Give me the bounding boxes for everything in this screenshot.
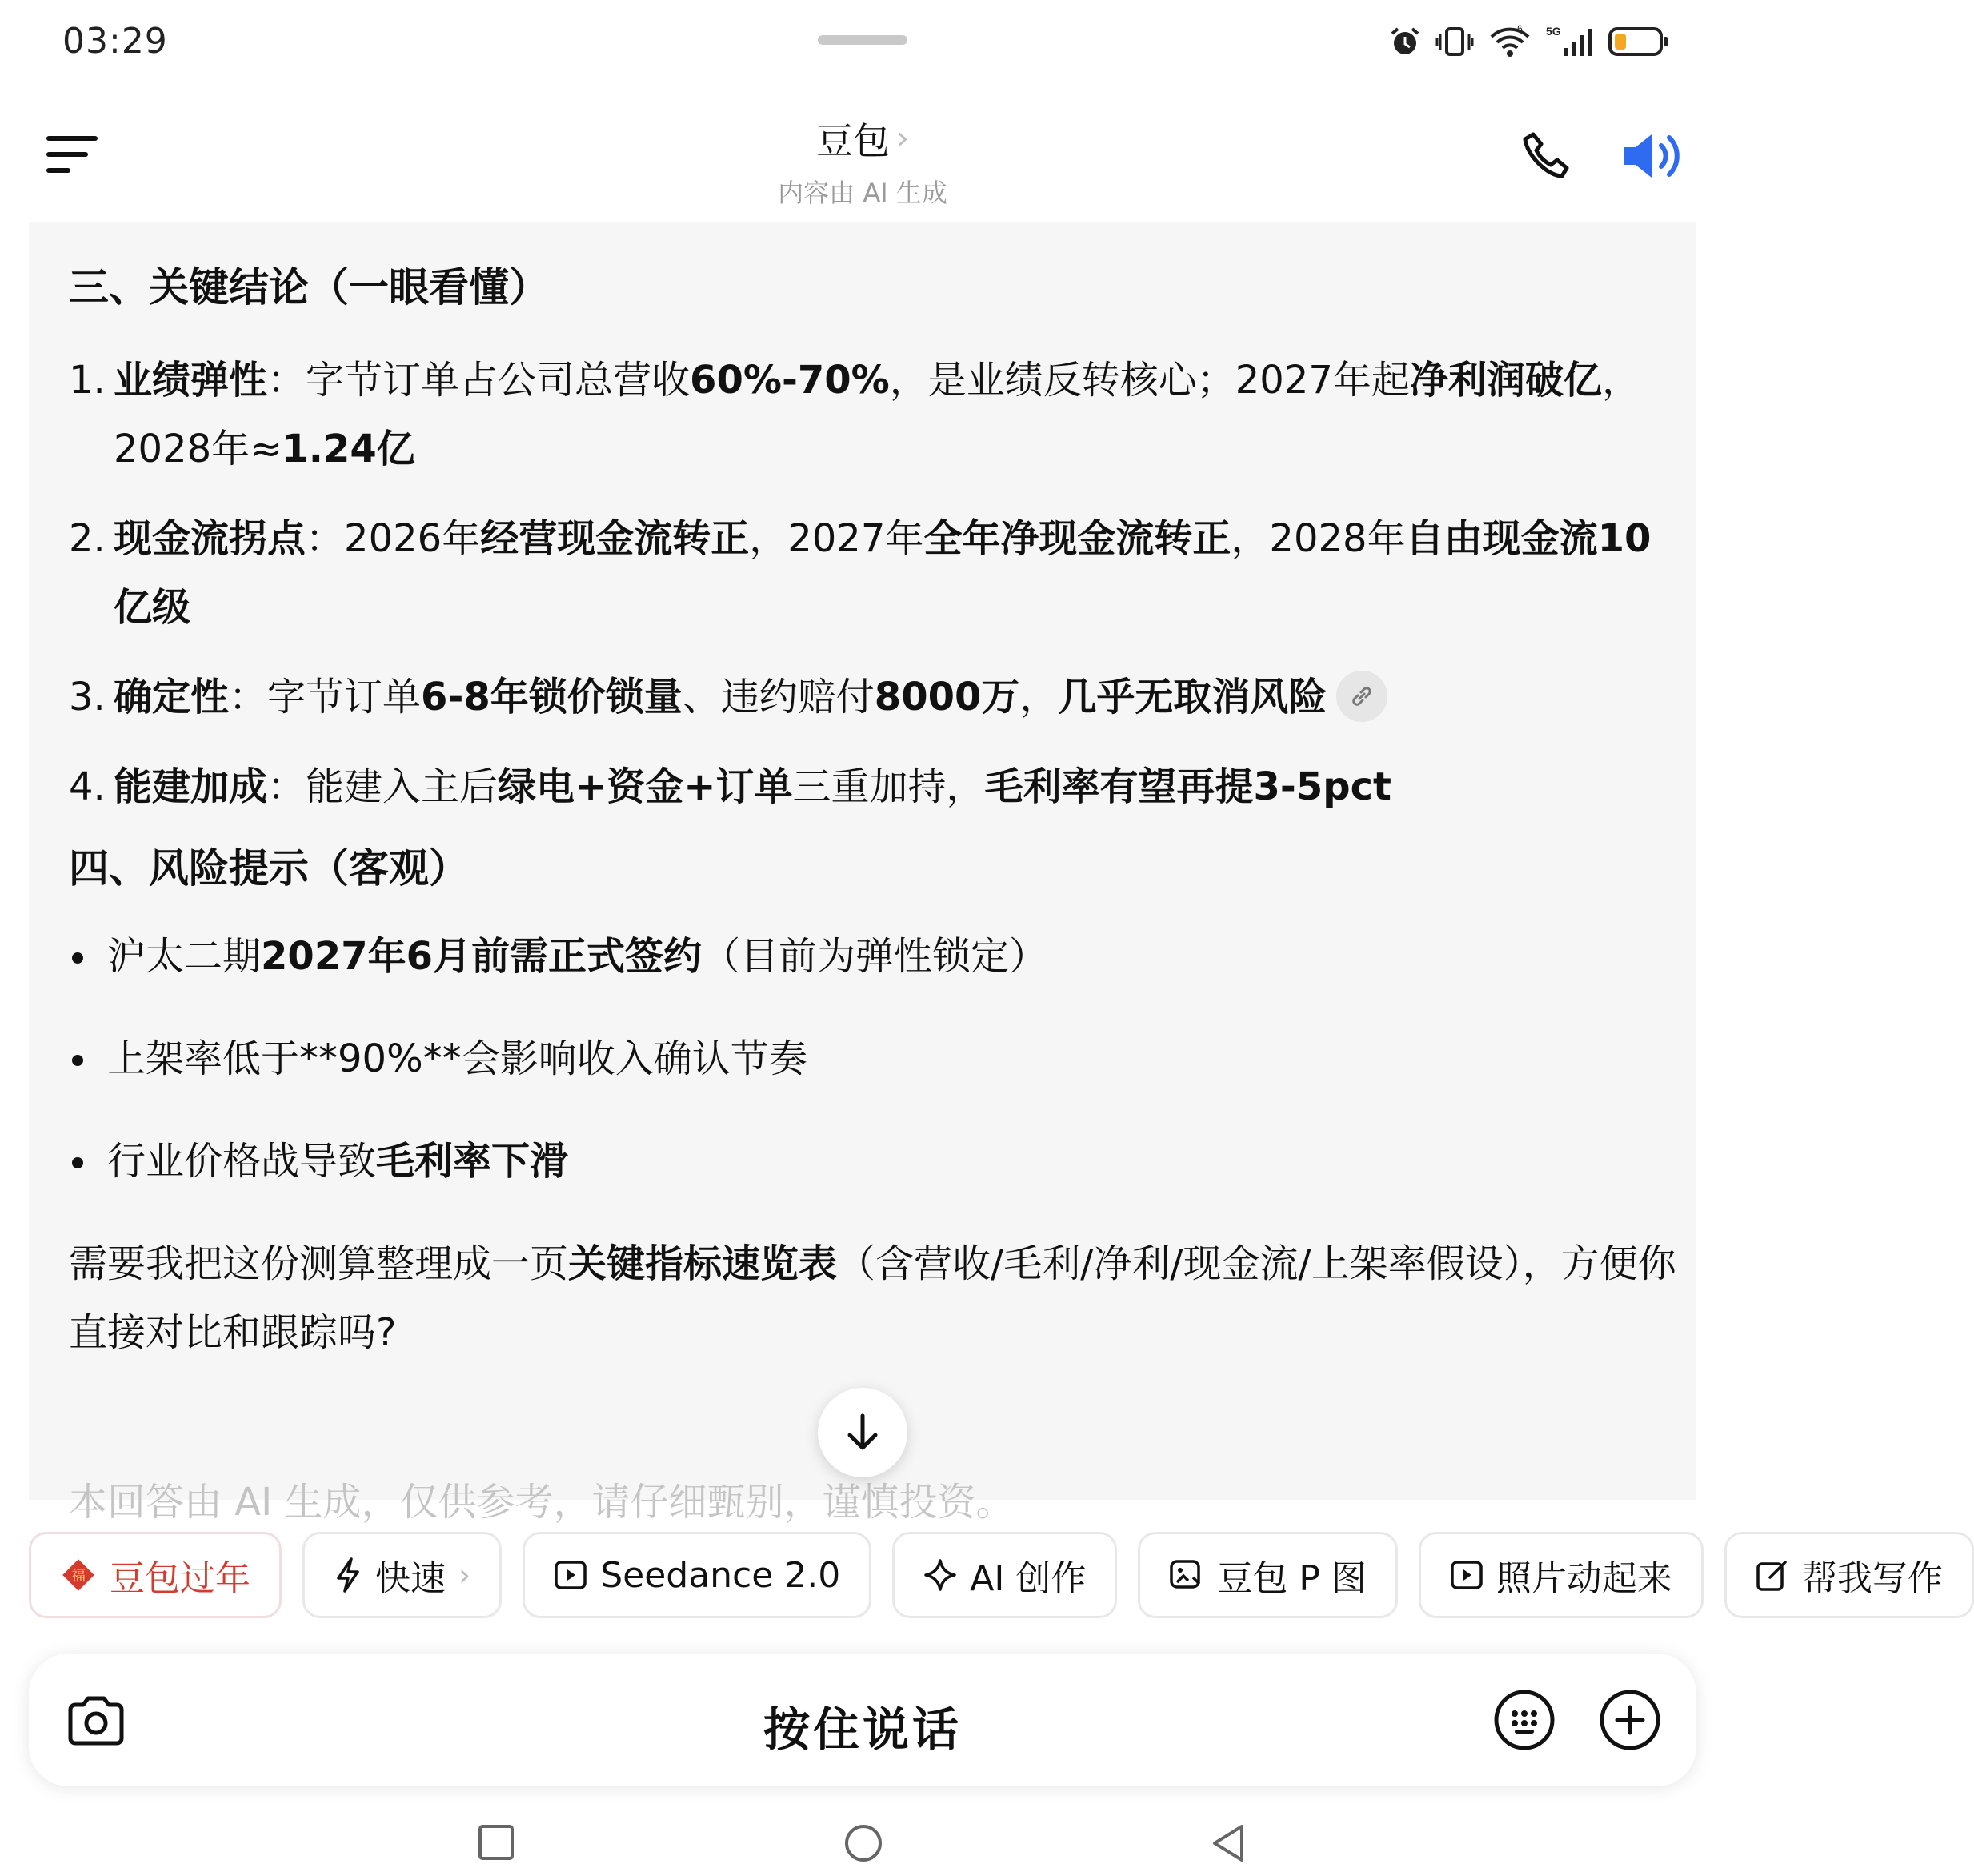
chip-seedance[interactable] <box>523 1532 871 1618</box>
phone-icon <box>1519 128 1575 184</box>
chevron-right-icon: › <box>896 120 909 157</box>
item-label: 能建加成 <box>114 764 268 809</box>
chip-writing[interactable] <box>1724 1532 1974 1618</box>
input-bar <box>29 1654 1696 1786</box>
chip-label: 豆包 P 图 <box>1217 1558 1367 1599</box>
item-text: 三重加持， <box>792 764 985 809</box>
status-icons <box>1389 24 1669 59</box>
item-bold: 绿电+资金+订单 <box>498 764 793 809</box>
list-item <box>69 752 1685 821</box>
title-block[interactable] <box>0 112 1725 210</box>
closing-paragraph <box>69 1229 1685 1367</box>
item-bold: 毛利率有望再提3-5pct <box>984 764 1391 809</box>
list-item <box>69 346 1685 483</box>
circle-icon <box>843 1823 883 1863</box>
image-edit-icon <box>1169 1558 1204 1592</box>
item-sep: ： <box>306 516 345 561</box>
vibrate-icon <box>1435 26 1474 58</box>
item-text: 沪太二期 <box>107 934 262 979</box>
section-heading: 四、风险提示（客观） <box>69 845 469 892</box>
item-bold: 全年净现金流转正 <box>923 516 1231 561</box>
svg-text:6: 6 <box>1517 23 1523 34</box>
item-text: （目前为弹性锁定） <box>702 934 1048 979</box>
item-text: 字节订单占公司总营收 <box>306 358 691 403</box>
chevron-right-icon: › <box>458 1557 471 1593</box>
battery-icon <box>1608 26 1669 58</box>
item-text: 能建入主后 <box>306 764 499 809</box>
clock: 03:29 <box>62 21 168 62</box>
item-text: ，2027年 <box>749 516 924 561</box>
item-bold: 几乎无取消风险 <box>1058 675 1327 720</box>
item-bold: 60%-70% <box>690 358 890 403</box>
message-card <box>29 222 1696 1525</box>
list-number: 2. <box>69 516 106 561</box>
chip-label: AI 创作 <box>970 1558 1087 1599</box>
chip-fast[interactable] <box>302 1532 502 1618</box>
item-bold: 8000万 <box>874 675 1020 720</box>
chip-p-image[interactable] <box>1138 1532 1398 1618</box>
lightning-icon <box>334 1557 362 1593</box>
item-bold: 6-8年锁价锁量 <box>421 675 683 720</box>
link-icon <box>1349 683 1375 709</box>
bullet-item <box>69 1135 1685 1188</box>
video-play-icon <box>1450 1558 1484 1592</box>
drag-handle[interactable] <box>818 35 907 45</box>
alarm-icon <box>1389 26 1421 58</box>
scroll-to-bottom-button[interactable] <box>818 1388 907 1477</box>
item-bold: 1.24亿 <box>282 427 415 471</box>
list-number: 4. <box>69 764 106 809</box>
item-bold: 毛利率下滑 <box>376 1139 569 1184</box>
item-text: 字节订单 <box>267 675 422 720</box>
plus-icon <box>1599 1689 1661 1751</box>
item-text: ，是业绩反转核心；2027年起 <box>889 358 1410 403</box>
home-button[interactable] <box>843 1823 883 1866</box>
item-text: ，2028年 <box>1231 516 1406 561</box>
chip-label: Seedance 2.0 <box>600 1554 841 1596</box>
header <box>0 96 1725 216</box>
item-label: 现金流拐点 <box>114 516 306 561</box>
hold-to-talk-button[interactable]: 按住说话 <box>763 1702 962 1757</box>
item-label: 确定性 <box>114 675 230 720</box>
item-bold: 净利润破亿 <box>1409 358 1602 403</box>
arrow-down-icon <box>845 1413 880 1453</box>
item-label: 业绩弹性 <box>114 358 268 403</box>
item-sep: ： <box>229 675 268 720</box>
fu-icon <box>60 1557 97 1593</box>
paragraph-text: （含营收/毛利/净利/现金流/上架率假设），方便你直接对比和跟踪吗? <box>69 1241 1676 1355</box>
bullet-item <box>69 1032 1685 1085</box>
add-button[interactable] <box>1599 1689 1661 1751</box>
chip-ai-create[interactable] <box>892 1532 1117 1618</box>
list-item <box>69 663 1685 732</box>
back-button[interactable] <box>1210 1823 1247 1866</box>
item-bold: 经营现金流转正 <box>480 516 750 561</box>
status-bar <box>0 0 1725 88</box>
item-text: ，2028年≈ <box>114 358 1640 471</box>
bot-title[interactable] <box>816 112 909 165</box>
svg-text:5G: 5G <box>1546 25 1561 38</box>
paragraph-bold: 关键指标速览表 <box>568 1241 838 1286</box>
ai-generated-subtitle: 内容由 AI 生成 <box>778 178 947 208</box>
message-body <box>69 261 1685 1367</box>
item-text: ， <box>1019 675 1059 720</box>
svg-text:福: 福 <box>71 1568 86 1584</box>
system-nav-bar <box>0 1817 1725 1876</box>
item-bold: 自由现金流10亿级 <box>114 516 1652 630</box>
section-heading: 三、关键结论（一眼看懂） <box>69 264 549 311</box>
square-icon <box>477 1823 515 1862</box>
wifi-icon <box>1488 24 1532 59</box>
source-link-button[interactable] <box>1336 671 1387 722</box>
item-sep: ： <box>267 764 306 809</box>
bullet-item <box>69 930 1685 983</box>
chip-animate-photo[interactable] <box>1419 1532 1704 1618</box>
item-text: 行业价格战导致 <box>107 1139 377 1184</box>
speaker-button[interactable] <box>1620 126 1685 186</box>
ai-disclaimer: 本回答由 AI 生成，仅供参考，请仔细甄别，谨慎投资。 <box>69 1480 1015 1525</box>
list-number: 1. <box>69 358 106 403</box>
list-number: 3. <box>69 675 106 720</box>
quick-action-chips <box>29 1532 1974 1620</box>
chip-label: 快速 <box>375 1558 446 1599</box>
signal-5g-icon <box>1546 24 1594 59</box>
chip-label: 豆包过年 <box>110 1558 250 1599</box>
video-play-icon <box>554 1558 587 1592</box>
item-text: 、违约赔付 <box>682 675 875 720</box>
list-item <box>69 504 1685 642</box>
chip-label: 帮我写作 <box>1801 1558 1943 1599</box>
sparkle-icon <box>923 1558 957 1592</box>
item-text: 上架率低于**90%**会影响收入确认节奏 <box>107 1036 807 1081</box>
recents-button[interactable] <box>477 1823 515 1865</box>
item-bold: 2027年6月前需正式签约 <box>261 934 703 979</box>
bullet-dot <box>72 1157 83 1168</box>
speaker-icon <box>1620 126 1685 186</box>
triangle-back-icon <box>1210 1823 1247 1863</box>
keyboard-button[interactable] <box>1493 1689 1556 1751</box>
bot-name: 豆包 <box>816 119 890 162</box>
item-text: 2026年 <box>344 516 481 561</box>
bullet-dot <box>72 1055 83 1066</box>
paragraph-text: 需要我把这份测算整理成一页 <box>69 1241 569 1286</box>
bullet-dot <box>72 952 83 964</box>
edit-icon <box>1756 1558 1789 1592</box>
item-sep: ： <box>267 358 306 403</box>
keyboard-icon <box>1493 1689 1556 1751</box>
chip-doubao-new-year[interactable] <box>29 1532 282 1618</box>
phone-call-button[interactable] <box>1519 128 1575 184</box>
chip-label: 照片动起来 <box>1496 1558 1672 1599</box>
